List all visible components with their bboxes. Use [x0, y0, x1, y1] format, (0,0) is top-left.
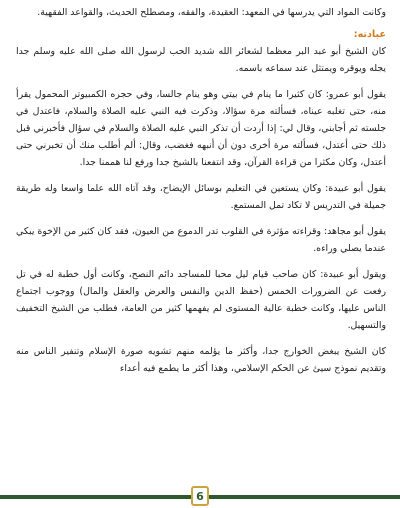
section-heading: عبادته: [353, 29, 386, 40]
page-number-badge [191, 486, 209, 506]
intro-paragraph: وكانت المواد التي يدرسها في المعهد: العقيدة، والفقه، ومصطلح الحديث، والقواعد الفقهية. [37, 7, 386, 18]
paragraph-1: كان الشيخ أبو عبد البر معظما لشعائر الله شديد الحب لرسول الله صلى الله عليه وسلم جدا يجله ويوقره ويمتثل عند سماعه باسمه. [16, 46, 386, 74]
paragraph-3: يقول أبو عبيدة: وكان يستعين في التعليم بوسائل الإيضاح، وقد آتاه الله علما واسعا وله طريقة جميلة في التدريس لا تكاد تمل المستمع. [16, 183, 386, 211]
body-text [16, 4, 386, 482]
page-footer [0, 486, 400, 508]
paragraph-6: كان الشيخ يبغض الخوارج جدا، وأكثر ما يؤلمه منهم تشويه صورة الإسلام وتنفير الناس منه وتقديم نموذج سيئ عن الحكم الإسلامي، وهذا أكثر ما يطمع فيه أعداء [16, 346, 386, 374]
page-number: 6 [196, 489, 204, 503]
paragraph-4: يقول أبو مجاهد: وقراءته مؤثرة في القلوب تدر الدموع من العيون، فقد كان كثير من الإخوة يبكي عندما يصلي وراءه. [16, 226, 386, 254]
paragraph-2: يقول أبو عمرو: كان كثيرا ما ينام في بيتي وهو ينام جالسا، وفي حجره الكمبيوتر المحمول يقرأ منه، حتى تغلبه عيناه، فسألته مرة سؤالا، وذكرت فيه النبي عليه الصلاة والسلام، فاعتدل في جلسته ثم أجابني، وقال لي: إذا أردت أن تذكر النبي عليه الصلاة والسلام في سؤال فأخبرني قبل ذلك حتى أعتدل، فسألته مرة أخرى دون أن أنبهه فغضب، وقال: ألم أطلب منك أن تخبرني حتى أعتدل، وكان مكثرا من قراءة القرآن، وقد انتفعنا بالشيخ جدا ورفع لنا هممنا جدا. [16, 89, 386, 168]
paragraph-5: ويقول أبو عبيدة: كان صاحب قيام ليل محبا للمساجد دائم النصح، وكانت أول خطبة له في تل رفعت عن الضرورات الخمس (حفظ الدين والنفس والعرض والعقل والمال) ووجوب اجتماع الناس عليها، وكانت خطبة عالية المستوى لم يفهمها كثير من العامة، فطلب من الشيخ التخفيف والتسهيل. [16, 269, 386, 331]
